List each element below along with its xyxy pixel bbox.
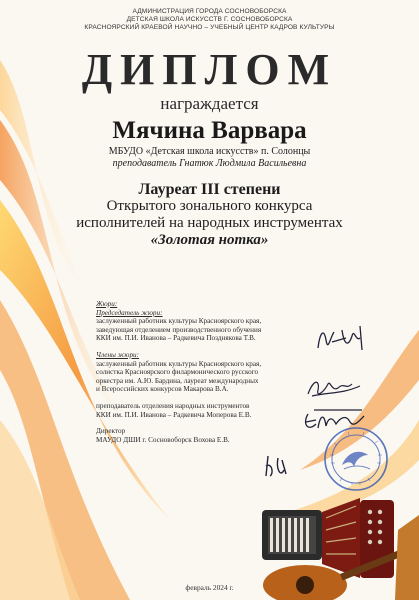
- jury-text-line: преподаватель отделения народных инструментов: [96, 401, 250, 410]
- contest-description: исполнителей на народных инструментах: [76, 215, 343, 231]
- jury-heading: Жюри:: [96, 300, 118, 308]
- jury-chair-label: Председатель жюри:: [96, 308, 163, 317]
- jury-text-line: заслуженный работник культуры Красноярского края,: [96, 317, 262, 326]
- issue-date: февраль 2024 г.: [185, 583, 234, 592]
- jury-text-line: ККИ им. П.И. Иванова – Радкевича Моперова Е.В.: [96, 410, 252, 419]
- director-line: МАУДО ДШИ г. Сосновоборск Вохова Е.В.: [96, 435, 230, 444]
- director-label: Директор: [96, 427, 126, 436]
- jury-text-line: заслуженный работник культуры Красноярского края,: [96, 359, 262, 368]
- contest-description: Открытого зонального конкурса: [106, 198, 313, 214]
- jury-members-label: Члены жюри:: [96, 350, 140, 359]
- director-signature: [258, 452, 294, 480]
- recipient-teacher: преподаватель Гнатюк Людмила Васильевна: [112, 158, 307, 169]
- chair-signature: [312, 318, 372, 358]
- header-line: ДЕТСКАЯ ШКОЛА ИСКУССТВ Г. СОСНОВОБОРСКА: [126, 16, 293, 23]
- jury-text-line: ККИ им. П.И. Иванова – Радкевича Позднякова Т.В.: [96, 334, 256, 343]
- header-line: АДМИНИСТРАЦИЯ ГОРОДА СОСНОВОБОРСКА: [132, 8, 287, 15]
- recipient-school: МБУДО «Детская школа искусств» п. Солонцы: [108, 146, 311, 157]
- member-signature: [302, 372, 364, 402]
- award-level: Лауреат III степени: [138, 181, 281, 198]
- contest-name: «Золотая нотка»: [150, 232, 269, 248]
- jury-text-line: и Всероссийских конкурсов Макарова В.А.: [96, 385, 229, 394]
- jury-text-line: солистка Красноярского филармонического русского: [96, 368, 259, 377]
- header-line: КРАСНОЯРСКИЙ КРАЕВОЙ НАУЧНО – УЧЕБНЫЙ ЦЕНТР КАДРОВ КУЛЬТУРЫ: [84, 24, 335, 31]
- awarded-label: награждается: [160, 94, 259, 113]
- jury-text-line: оркестра им. А.Ю. Бардина, лауреат международных: [96, 376, 259, 385]
- jury-section: [96, 300, 326, 444]
- recipient-name: Мячина Варвара: [112, 117, 307, 144]
- document-title: ДИПЛОМ: [81, 45, 338, 94]
- issuer-header: [0, 8, 419, 32]
- official-stamp: [322, 425, 390, 493]
- jury-text-line: заведующая отделением производственного обучения: [96, 325, 262, 334]
